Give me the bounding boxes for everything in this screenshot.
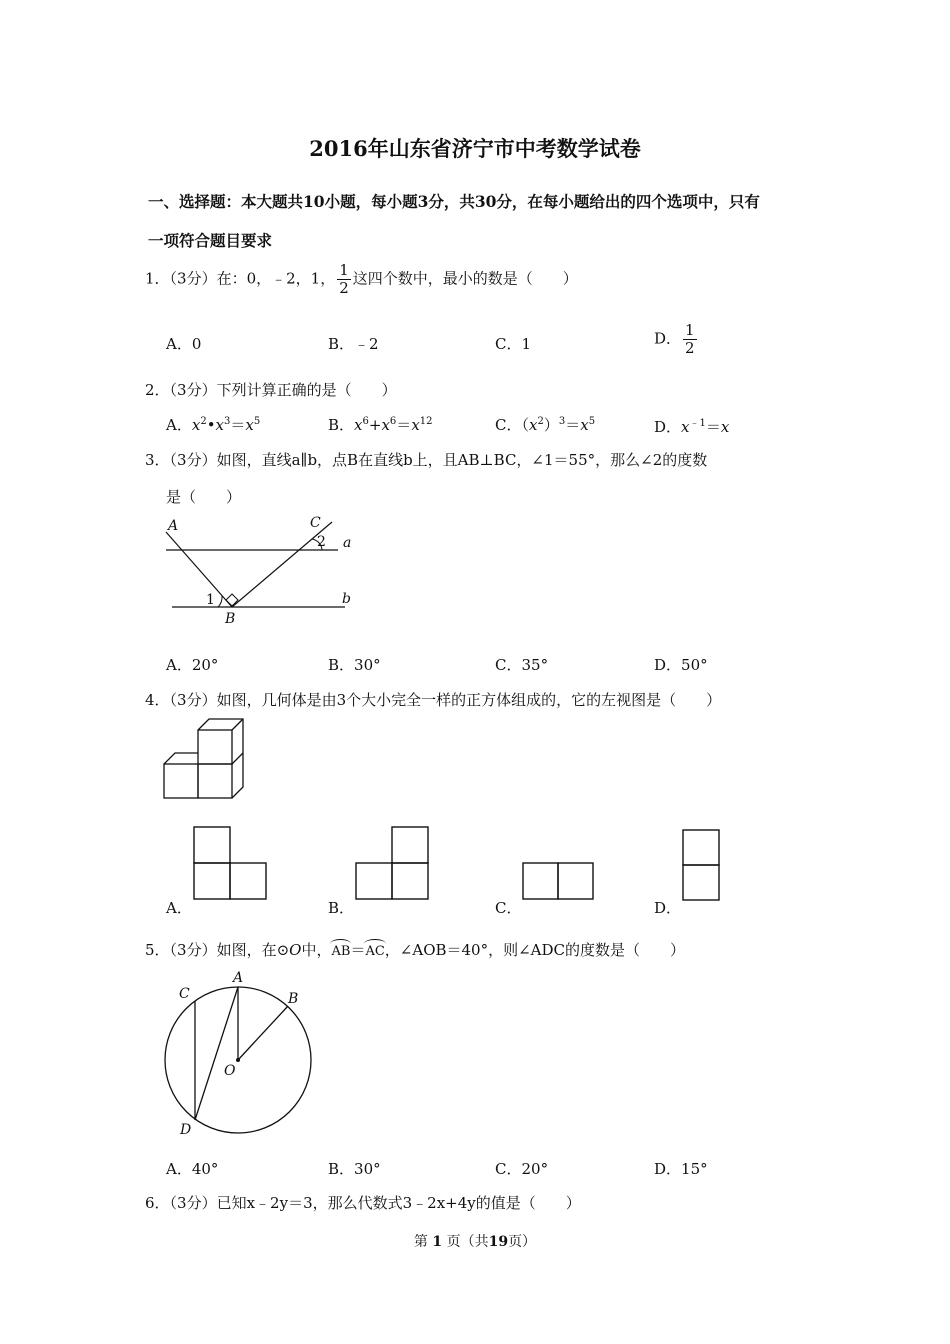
question-2-stem: 2．（3分）下列计算正确的是（ ） xyxy=(145,381,397,399)
q5-option-d: D．15° xyxy=(654,1160,708,1178)
label-a-point: A xyxy=(168,518,179,534)
q1-frac-den: 2 xyxy=(339,279,349,297)
q4-option-b-label: B． xyxy=(328,899,355,917)
q4-option-a-figure xyxy=(193,826,267,900)
label-b-point: B xyxy=(225,611,236,627)
q2-option-c: C．$(x^2)^3=x^5$ xyxy=(495,416,596,434)
angle-1-arc xyxy=(218,596,222,607)
q5-equals: ＝ xyxy=(350,941,366,959)
page-footer xyxy=(0,1231,950,1251)
q1-stem-post: 这四个数中，最小的数是（ ） xyxy=(352,269,578,288)
q1-fraction xyxy=(337,262,351,297)
label-line-a: a xyxy=(343,535,352,551)
q5-stem-post: ，∠AOB＝40°，则∠ADC的度数是（ ） xyxy=(384,941,686,959)
q3-figure xyxy=(160,510,360,630)
label-line-b: b xyxy=(342,591,351,607)
q3-option-c: C．35° xyxy=(495,656,549,674)
q1-frac-num: 1 xyxy=(339,261,349,279)
footer-post: 页） xyxy=(508,1234,537,1250)
q2-option-c-label: C． xyxy=(495,416,522,434)
label-point-c: C xyxy=(179,986,190,1002)
q4-cube-figure xyxy=(163,716,245,802)
page-title: 2016年山东省济宁市中考数学试卷 xyxy=(309,136,641,161)
q1-option-d-label: D． xyxy=(654,329,682,348)
q2-option-d-label: D． xyxy=(654,418,682,436)
q5-circle-figure xyxy=(160,968,320,1140)
q5-stem-pre: 5．（3分）如图，在⊙ xyxy=(145,941,290,959)
segment-ab xyxy=(166,532,232,607)
q5-option-b: B．30° xyxy=(328,1160,381,1178)
q2-option-b-label: B． xyxy=(328,416,355,434)
question-3-stem-line1: 3．（3分）如图，直线a∥b，点B在直线b上，且AB⊥BC，∠1＝55°，那么∠2的度数 xyxy=(145,451,708,469)
q2-option-a: A．$x^2•x^3=x^5$ xyxy=(166,416,261,434)
q5-circle-o: O xyxy=(289,941,302,959)
q4-option-d-label: D． xyxy=(654,899,682,917)
q1-option-b: B．﹣2 xyxy=(328,335,379,353)
label-c-point: C xyxy=(310,515,321,531)
section-heading-line2: 一项符合题目要求 xyxy=(148,231,273,250)
label-point-b: B xyxy=(288,991,299,1007)
q1-option-d-fraction xyxy=(683,322,697,357)
q1-option-a: A．0 xyxy=(166,335,202,353)
label-point-o: O xyxy=(224,1063,236,1079)
q4-option-c-label: C． xyxy=(495,899,522,917)
q1-stem-pre: 1．（3分）在：0，﹣2，1， xyxy=(145,269,336,288)
q4-option-a-label: A． xyxy=(166,899,192,917)
question-4-stem: 4．（3分）如图，几何体是由3个大小完全一样的正方体组成的，它的左视图是（ ） xyxy=(145,691,722,709)
q1-option-d xyxy=(654,322,699,357)
q5-arc-ac: AC xyxy=(365,941,384,959)
footer-total-pages: 19 xyxy=(488,1234,509,1250)
label-point-d: D xyxy=(180,1122,192,1138)
q2-option-d: D．$x^{﹣1}=x$ xyxy=(654,418,730,436)
question-3-stem-line2: 是（ ） xyxy=(166,488,242,506)
q5-stem-mid: 中， xyxy=(301,941,332,959)
footer-pre: 第 xyxy=(413,1234,428,1250)
question-6-stem: 6．（3分）已知x﹣2y＝3，那么代数式3﹣2x+4y的值是（ ） xyxy=(145,1194,581,1212)
q2-option-a-label: A． xyxy=(166,416,192,434)
q1-d-frac-num: 1 xyxy=(685,321,695,339)
q1-option-c: C．1 xyxy=(495,335,532,353)
q4-option-d-figure xyxy=(682,829,720,901)
q3-option-a: A．20° xyxy=(166,656,219,674)
q3-option-b: B．30° xyxy=(328,656,381,674)
label-angle-1: 1 xyxy=(206,592,215,608)
q5-option-a: A．40° xyxy=(166,1160,219,1178)
q5-arc-ab: AB xyxy=(331,941,350,959)
label-point-a: A xyxy=(233,970,244,986)
center-dot xyxy=(236,1058,240,1062)
question-1-stem xyxy=(145,262,578,297)
chord-ad xyxy=(195,987,238,1120)
question-5-stem xyxy=(145,939,685,960)
radius-ob xyxy=(238,1006,288,1060)
q4-option-b-figure xyxy=(355,826,429,900)
footer-page-number: 1 xyxy=(432,1234,443,1250)
footer-mid: 页（共 xyxy=(446,1234,489,1250)
q3-option-d: D．50° xyxy=(654,656,708,674)
q4-option-c-figure xyxy=(522,862,594,900)
q2-option-b: B．$x^6+x^6=x^{12}$ xyxy=(328,416,433,434)
q1-d-frac-den: 2 xyxy=(685,339,695,357)
q5-option-c: C．20° xyxy=(495,1160,549,1178)
label-angle-2: 2 xyxy=(317,534,326,550)
section-heading-line1: 一、选择题：本大题共10小题，每小题3分，共30分，在每小题给出的四个选项中，只有 xyxy=(148,192,760,211)
